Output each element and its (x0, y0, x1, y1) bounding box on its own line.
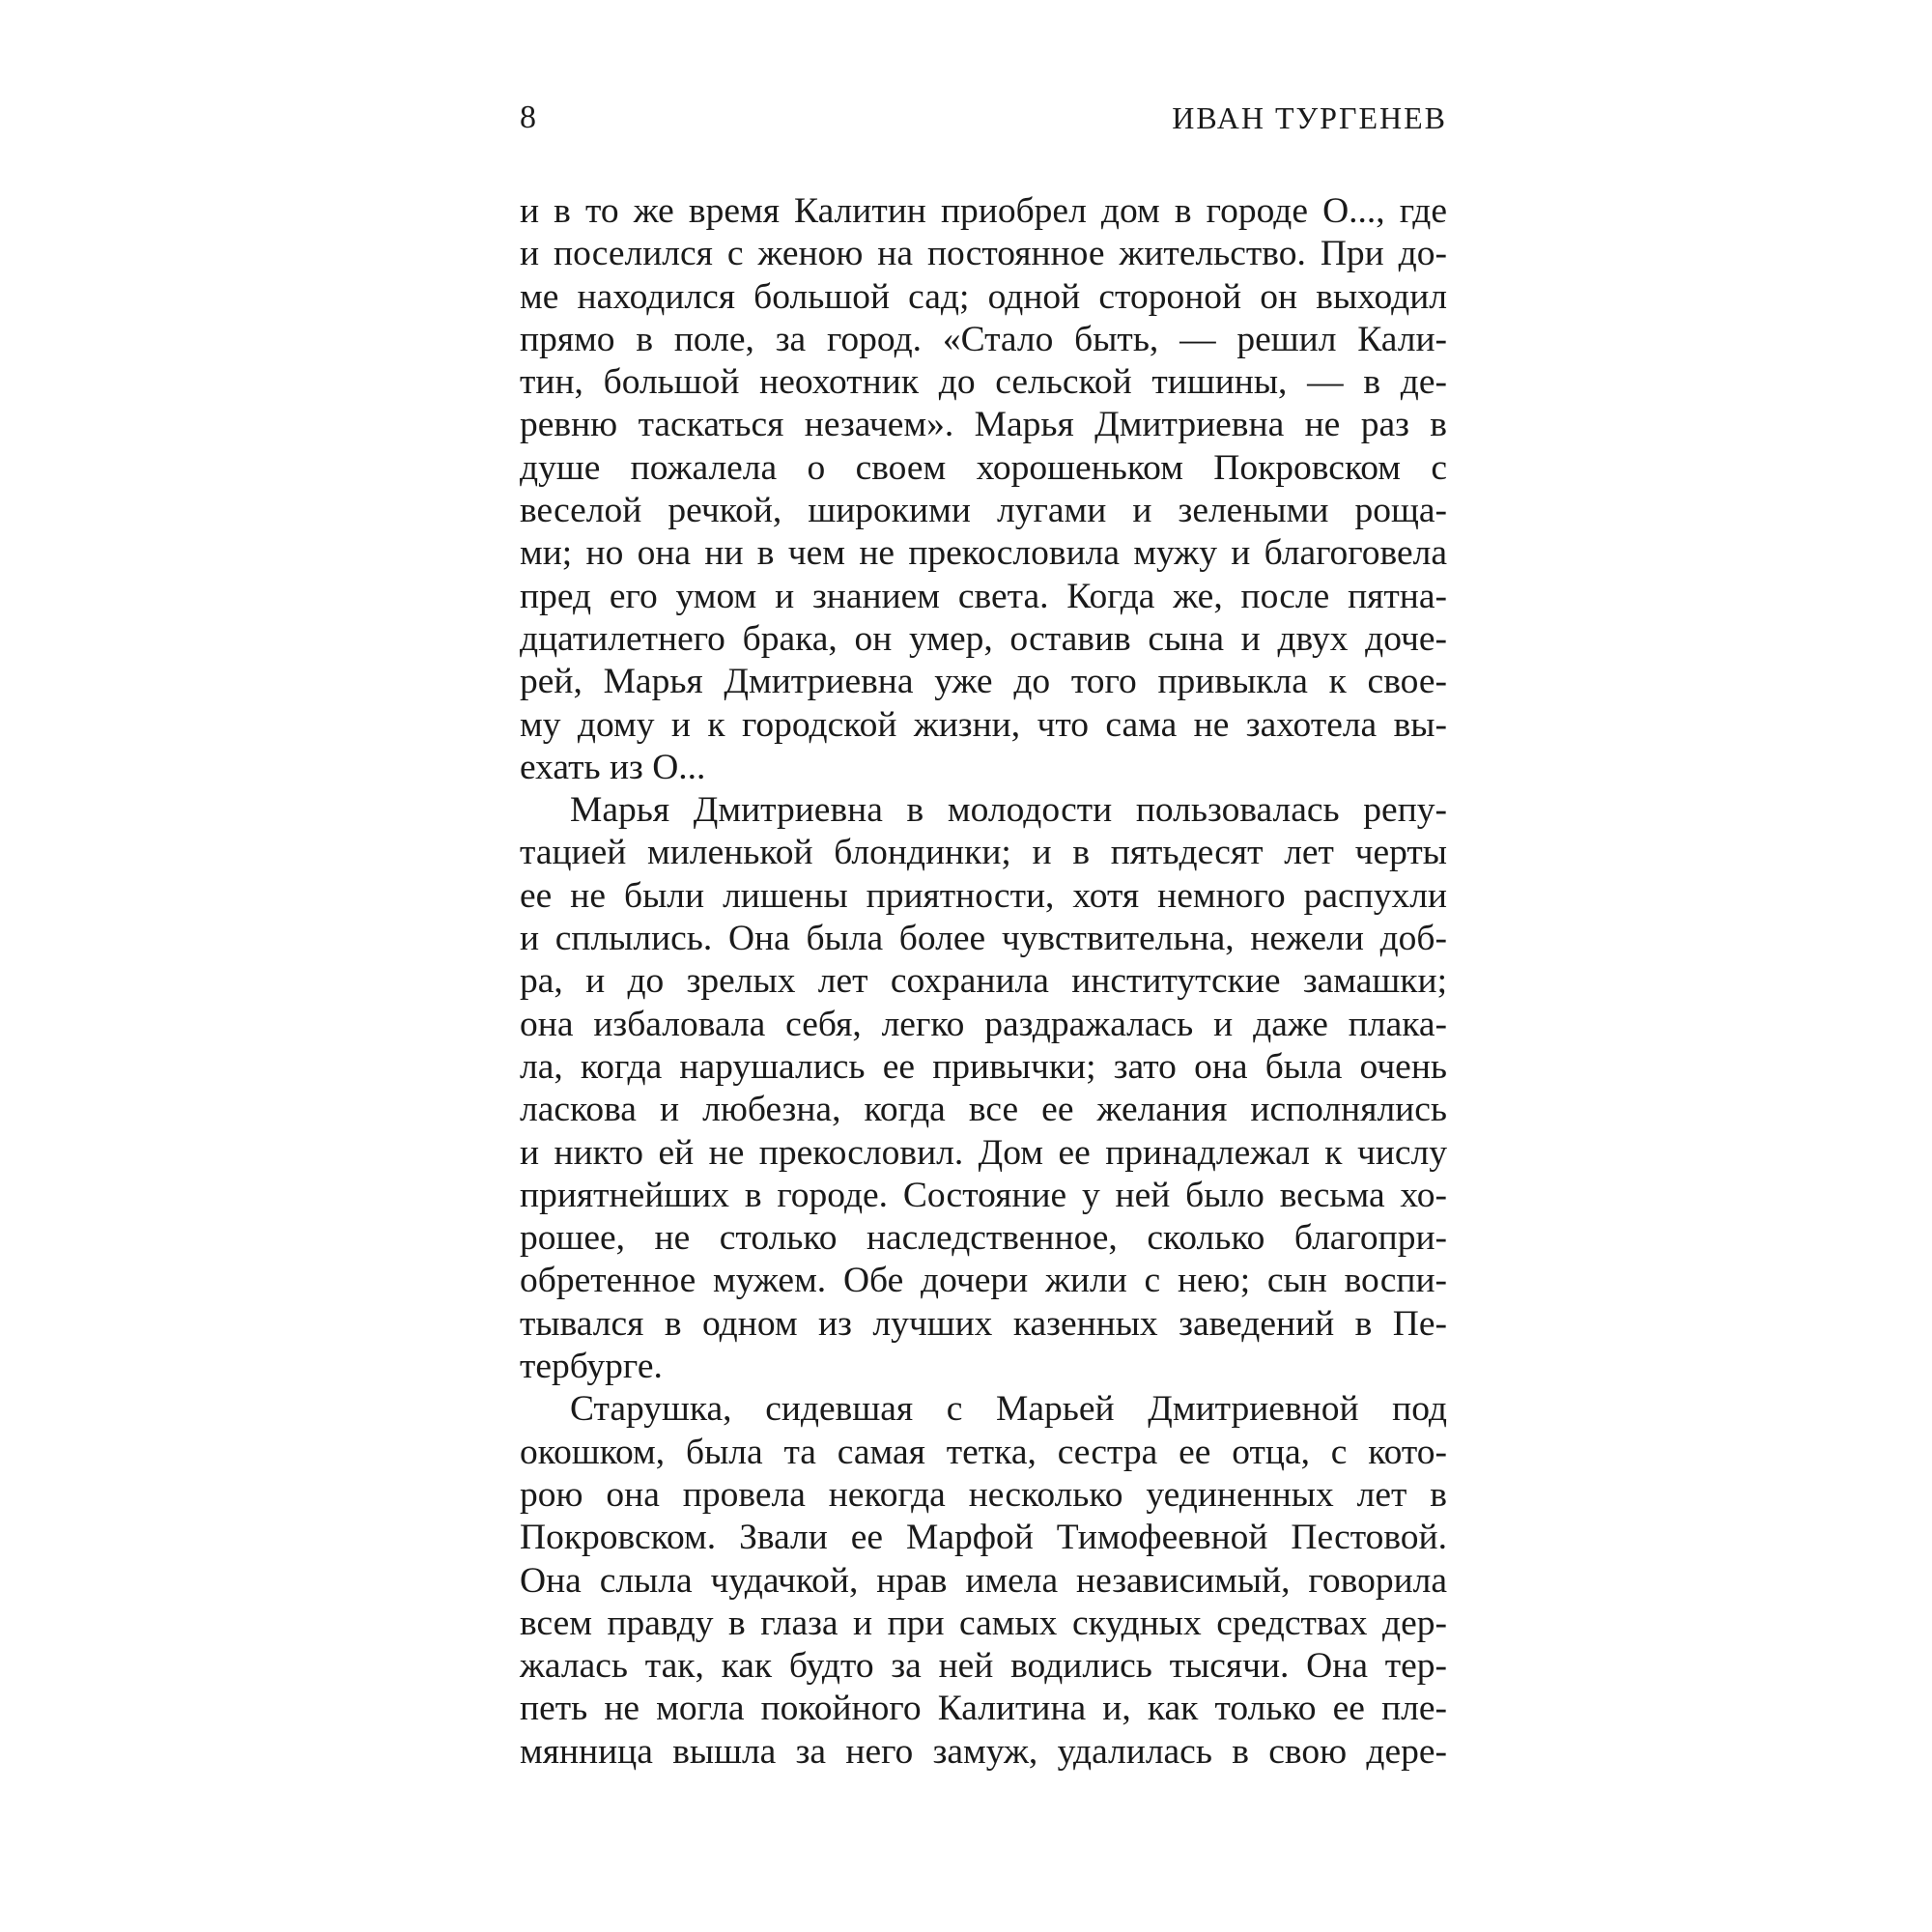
text-line: мянница вышла за него замуж, удалилась в свою дере- (520, 1731, 1447, 1772)
text-line: и никто ей не прекословил. Дом ее принадлежал к числу (520, 1132, 1447, 1173)
text-line: ревню таскаться незачем». Марья Дмитриевна не раз в (520, 405, 1447, 445)
text-line: рошее, не столько наследственное, сколько благопри- (520, 1218, 1447, 1259)
text-line: тербурге. (520, 1347, 663, 1387)
text-line: дцатилетнего брака, он умер, оставив сына и двух доче- (520, 618, 1447, 659)
text-line: она избаловала себя, легко раздражалась и даже плака- (520, 1004, 1447, 1044)
text-line: веселой речкой, широкими лугами и зелеными роща- (520, 491, 1447, 531)
text-line: ехать из О... (520, 747, 706, 787)
page-number: 8 (520, 99, 536, 135)
paragraph-first-line: Старушка, сидевшая с Марьей Дмитриевной под (570, 1389, 1447, 1430)
text-line: приятнейших в городе. Состояние у ней было весьма хо- (520, 1175, 1447, 1215)
text-line: Покровском. Звали ее Марфой Тимофеевной Пестовой. (520, 1518, 1447, 1558)
text-line: ме находился большой сад; одной стороной он выходил (520, 276, 1447, 317)
text-line: ми; но она ни в чем не прекословила мужу и благоговела (520, 533, 1447, 574)
text-line: обретенное мужем. Обе дочери жили с нею; сын воспи- (520, 1261, 1447, 1301)
running-head-author: ИВАН ТУРГЕНЕВ (1172, 100, 1447, 135)
text-line: и поселился с женою на постоянное жительство. При до- (520, 234, 1447, 274)
text-line: тацией миленькой блондинки; и в пятьдесят лет черты (520, 833, 1447, 873)
text-line: Она слыла чудачкой, нрав имела независимый, говорила (520, 1560, 1447, 1601)
text-line: ра, и до зрелых лет сохранила институтские замашки; (520, 961, 1447, 1002)
body-text (520, 190, 1447, 1774)
text-line: ла, когда нарушались ее привычки; зато она была очень (520, 1046, 1447, 1087)
text-line: тывался в одном из лучших казенных заведений в Пе- (520, 1303, 1447, 1344)
paragraph-first-line: Марья Дмитриевна в молодости пользовалась репу- (570, 790, 1447, 831)
text-line: прямо в поле, за город. «Стало быть, — решил Кали- (520, 319, 1447, 359)
text-line: ее не были лишены приятности, хотя немного распухли (520, 875, 1447, 916)
text-line: душе пожалела о своем хорошеньком Покровском с (520, 447, 1447, 488)
text-line: рей, Марья Дмитриевна уже до того привыкла к свое- (520, 662, 1447, 702)
text-line: и сплылись. Она была более чувствительна, нежели доб- (520, 919, 1447, 959)
text-line: тин, большой неохотник до сельской тишины, — в де- (520, 362, 1447, 403)
text-line: и в то же время Калитин приобрел дом в городе О..., где (520, 191, 1447, 231)
text-line: пред его умом и знанием света. Когда же, после пятна- (520, 576, 1447, 616)
text-line: всем правду в глаза и при самых скудных средствах дер- (520, 1603, 1447, 1643)
text-line: петь не могла покойного Калитина и, как только ее пле- (520, 1689, 1447, 1729)
text-line: ласкова и любезна, когда все ее желания исполнялись (520, 1090, 1447, 1130)
text-line: жалась так, как будто за ней водились тысячи. Она тер- (520, 1646, 1447, 1687)
text-line: му дому и к городской жизни, что сама не захотела вы- (520, 704, 1447, 745)
text-line: рою она провела некогда несколько уединенных лет в (520, 1474, 1447, 1515)
running-head (520, 97, 1447, 139)
text-line: окошком, была та самая тетка, сестра ее отца, с кото- (520, 1432, 1447, 1472)
